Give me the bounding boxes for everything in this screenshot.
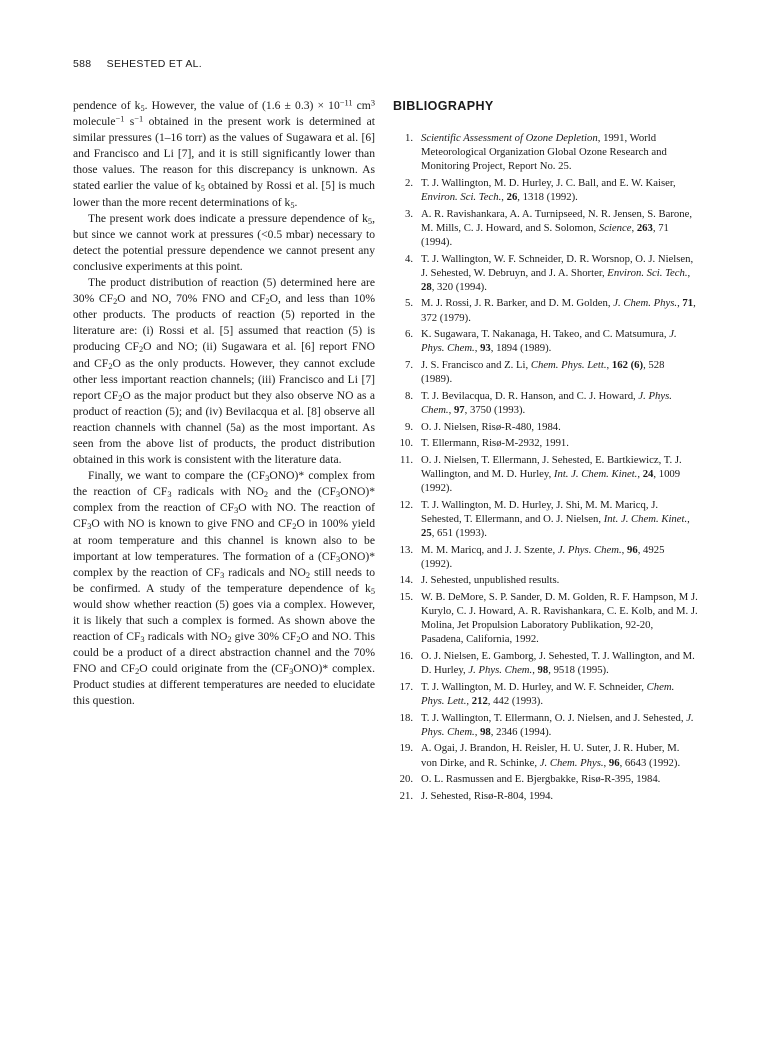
reference-text: T. Ellermann, Risø-M-2932, 1991. — [421, 437, 569, 450]
reference-item — [393, 573, 698, 587]
reference-text: O. J. Nielsen, E. Gamborg, J. Sehested, T. J. Wallington, and M. D. Hurley, J. Phys. Chem., 98, 9518 (1995). — [421, 650, 695, 677]
bibliography-heading: BIBLIOGRAPHY — [393, 99, 494, 113]
reference-text: A. Ogai, J. Brandon, H. Reisler, H. U. Suter, J. R. Huber, M. von Dirke, and R. Schinke, J. Chem. Phys., 96, 6643 (1992). — [421, 742, 681, 769]
body-paragraph: The product distribution of reaction (5) determined here are 30% $CF_2O$ and NO, 70% FNO and $CF_2O$, and less than 10% other products. The products of reaction (5) reported in the literature are: (i) Rossi et al. [5] assumed that reaction (5) is producing $CF_2O$ and NO; (ii) Sugawara et al. [6] report FNO and $CF_2O$ as the only products. However, they cannot exclude other less important reaction channels; (iii) Francisco and Li [7] report $CF_2O$ as the major product but they also observe NO as a product of reaction (5); and (iv) Bevilacqua et al. [8] observe all reaction channels with channel (5a) as the most important. As seen from the above list of products, the product distribution obtained in this work is consistent with the literature data. — [73, 276, 375, 467]
reference-item — [393, 590, 698, 646]
reference-item — [393, 649, 698, 677]
body-paragraph: Finally, we want to compare the $(CF_3ONO)*$ complex from the reaction of $CF_3$ radicals with $NO_2$ and the $(CF_3ONO)*$ complex from the reaction of $CF_3O$ with NO. The reaction of $CF_3O$ with NO is known to give FNO and $CF_2O$ in 100% yield at room temperature and this channel is known also to be important at low temperatures. The formation of a $(CF_3ONO)*$ complex by the reaction of $CF_3$ radicals and $NO_2$ still needs to be confirmed. A study of the temperature dependence of $k_5$ would show whether reaction (5) goes via a complex. However, it is likely that such a complex is formed. As shown above the reaction of $CF_3$ radicals with $NO_2$ give 30% $CF_2O$ and NO. This could be a product of a direct abstraction channel and the 70% FNO and $CF_2O$ could originate from the $(CF_3ONO)*$ complex. Product studies at different temperatures are needed to elucidate this question. — [73, 469, 376, 708]
reference-item — [393, 296, 698, 324]
reference-text: Scientific Assessment of Ozone Depletion, 1991, World Meteorological Organization Global Ozone Research and Monitoring Project, Report No. 25. — [421, 132, 667, 173]
reference-text: T. J. Wallington, M. D. Hurley, and W. F. Schneider, Chem. Phys. Lett., 212, 442 (1993). — [421, 680, 675, 707]
reference-number: 8. — [404, 389, 413, 402]
reference-text: O. J. Nielsen, Risø-R-480, 1984. — [421, 420, 561, 433]
reference-item — [393, 131, 698, 173]
reference-text: O. L. Rasmussen and E. Bjergbakke, Risø-R-395, 1984. — [421, 773, 661, 786]
reference-text: T. J. Bevilacqua, D. R. Hanson, and C. J. Howard, J. Phys. Chem., 97, 3750 (1993). — [421, 389, 672, 416]
running-header — [73, 58, 202, 70]
reference-item — [393, 453, 698, 495]
reference-number: 5. — [404, 297, 413, 310]
reference-text: M. J. Rossi, J. R. Barker, and D. M. Golden, J. Chem. Phys., 71, 372 (1979). — [421, 297, 696, 324]
reference-item — [393, 789, 698, 803]
reference-number: 7. — [404, 358, 413, 371]
running-title: SEHESTED ET AL. — [106, 58, 202, 70]
reference-number: 9. — [404, 420, 413, 433]
reference-text: K. Sugawara, T. Nakanaga, H. Takeo, and C. Matsumura, J. Phys. Chem., 93, 1894 (1989). — [421, 328, 677, 355]
reference-number: 3. — [404, 207, 413, 220]
left-column — [73, 98, 375, 710]
reference-number: 6. — [404, 328, 413, 341]
reference-text: T. J. Wallington, W. F. Schneider, D. R. Worsnop, O. J. Nielsen, J. Sehested, W. Debruyn, and J. A. Shorter, Environ. Sci. Tech., 28, 320 (1994). — [421, 252, 694, 293]
body-paragraph: The present work does indicate a pressure dependence of $k_5$, but since we cannot work at pressures (<0.5 mbar) necessary to detect the potential pressure dependence we cannot present any conclusive experiments at this point. — [73, 211, 375, 273]
reference-item — [393, 420, 698, 434]
reference-text: J. Sehested, unpublished results. — [421, 574, 560, 587]
reference-item — [393, 176, 698, 204]
reference-text: A. R. Ravishankara, A. A. Turnipseed, N. R. Jensen, S. Barone, M. Mills, C. J. Howard, and S. Solomon, Science, 263, 71 (1994). — [421, 207, 693, 248]
reference-number: 21. — [399, 789, 413, 802]
reference-item — [393, 207, 698, 249]
reference-text: O. J. Nielsen, T. Ellermann, J. Sehested, E. Bartkiewicz, T. J. Wallington, and M. D. Hurley, Int. J. Chem. Kinet., 24, 1009 (1992). — [421, 453, 682, 495]
reference-number: 1. — [404, 132, 413, 144]
reference-number: 15. — [399, 591, 413, 604]
reference-number: 19. — [399, 742, 413, 755]
reference-number: 2. — [404, 176, 413, 189]
reference-item — [393, 741, 698, 769]
reference-number: 17. — [399, 680, 413, 693]
reference-item — [393, 327, 698, 355]
reference-item — [393, 498, 698, 540]
reference-number: 18. — [399, 711, 413, 724]
reference-number: 4. — [404, 252, 413, 265]
body-paragraph: pendence of $k_5$. However, the value of $(1.6 \pm 0.3) \times 10^{-11}$ $cm^3$ molecule$^{-1}$ $s^{-1}$ obtained in the present work is determined at similar pressures (1–16 torr) as the values of Sugawara et al. [6] and Francisco and Li [7], and it is still significantly lower than those values. The reason for this discrepancy is unknown. As stated earlier the value of $k_5$ obtained by Rossi et al. [5] is much lower than the more recent determinations of $k_5$. — [73, 98, 375, 210]
reference-item — [393, 358, 698, 386]
reference-text: M. M. Maricq, and J. J. Szente, J. Phys. Chem., 96, 4925 (1992). — [421, 543, 665, 570]
reference-list — [393, 131, 698, 803]
reference-item — [393, 252, 698, 294]
page-number: 588 — [73, 58, 92, 70]
reference-text: T. J. Wallington, M. D. Hurley, J. Shi, M. M. Maricq, J. Sehested, T. Ellermann, and O. J. Nielsen, Int. J. Chem. Kinet., 25, 651 (1993). — [421, 498, 690, 539]
reference-number: 10. — [399, 437, 413, 450]
reference-text: T. J. Wallington, M. D. Hurley, J. C. Ball, and E. W. Kaiser, Environ. Sci. Tech., 26, 1318 (1992). — [421, 176, 676, 203]
bibliography-section — [393, 99, 698, 806]
reference-text: J. S. Francisco and Z. Li, Chem. Phys. Lett., 162 (6), 528 (1989). — [421, 358, 665, 386]
reference-number: 14. — [399, 574, 413, 587]
reference-item — [393, 436, 698, 450]
reference-number: 20. — [399, 773, 413, 786]
reference-item — [393, 543, 698, 571]
reference-text: W. B. DeMore, S. P. Sander, D. M. Golden, R. F. Hampson, M J. Kurylo, C. J. Howard, A. R. Ravishankara, C. E. Kolb, and M. J. Molina, Jet Propulsion Laboratory Publikation, 92-20, Pasadena, California, 1992. — [421, 591, 698, 646]
reference-text: J. Sehested, Risø-R-804, 1994. — [421, 789, 554, 802]
reference-item — [393, 389, 698, 417]
reference-item — [393, 680, 698, 708]
reference-number: 12. — [399, 498, 413, 511]
reference-number: 13. — [399, 543, 413, 556]
reference-number: 11. — [400, 453, 413, 466]
reference-text: T. J. Wallington, T. Ellermann, O. J. Nielsen, and J. Sehested, J. Phys. Chem., 98, 2346 (1994). — [421, 711, 694, 738]
reference-item — [393, 711, 698, 739]
reference-number: 16. — [399, 650, 413, 663]
reference-item — [393, 772, 698, 786]
